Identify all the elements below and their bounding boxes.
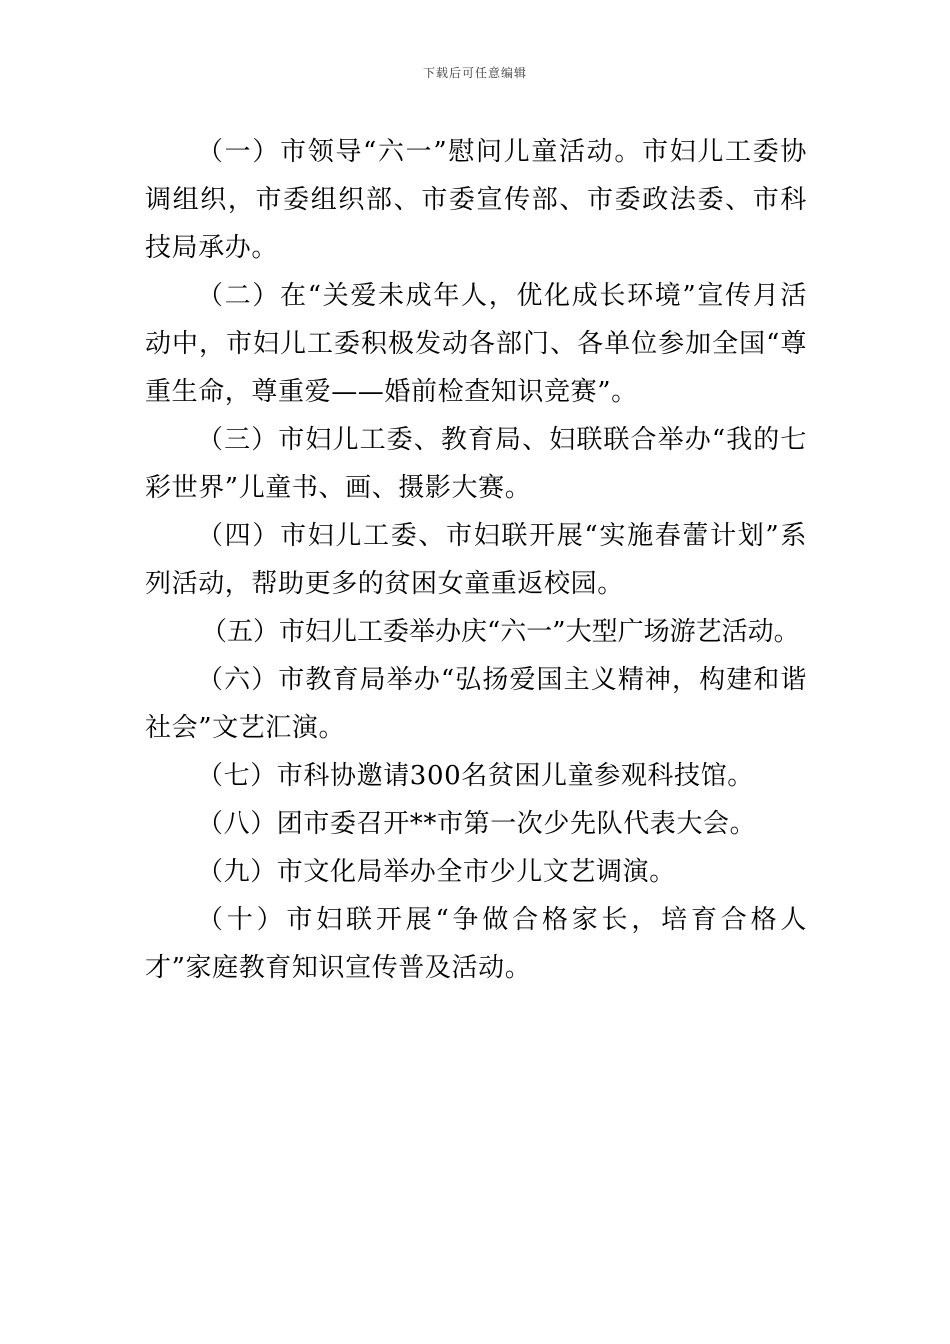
- paragraph-6: （六）市教育局举办“弘扬爱国主义精神，构建和谐社会”文艺汇演。: [145, 665, 807, 743]
- paragraph-2: （二）在“关爱未成年人，优化成长环境”宣传月活动中，市妇儿工委积极发动各部门、各单位参加全国“尊重生命，尊重爱——婚前检查知识竞赛”。: [145, 281, 807, 407]
- paragraph-4: （四）市妇儿工委、市妇联开展“实施春蕾计划”系列活动，帮助更多的贫困女童重返校园。: [145, 521, 807, 599]
- paragraph-5: （五）市妇儿工委举办庆“六一”大型广场游艺活动。: [201, 617, 800, 647]
- paragraph-10: （十）市妇联开展“争做合格家长，培育合格人才”家庭教育知识宣传普及活动。: [145, 905, 807, 983]
- paragraph-7: （七）市科协邀请300名贫困儿童参观科技馆。: [197, 761, 754, 791]
- page-header: 下载后可任意编辑: [422, 66, 527, 80]
- paragraph-8: （八）团市委召开**市第一次少先队代表大会。: [197, 809, 757, 839]
- document-body: [145, 128, 807, 992]
- paragraph-1: （一）市领导“六一”慰问儿童活动。市妇儿工委协调组织，市委组织部、市委宣传部、市委政法委、市科技局承办。: [145, 137, 807, 263]
- paragraph-3: （三）市妇儿工委、教育局、妇联联合举办“我的七彩世界”儿童书、画、摄影大赛。: [145, 425, 807, 503]
- paragraph-9: （九）市文化局举办全市少儿文艺调演。: [197, 857, 676, 887]
